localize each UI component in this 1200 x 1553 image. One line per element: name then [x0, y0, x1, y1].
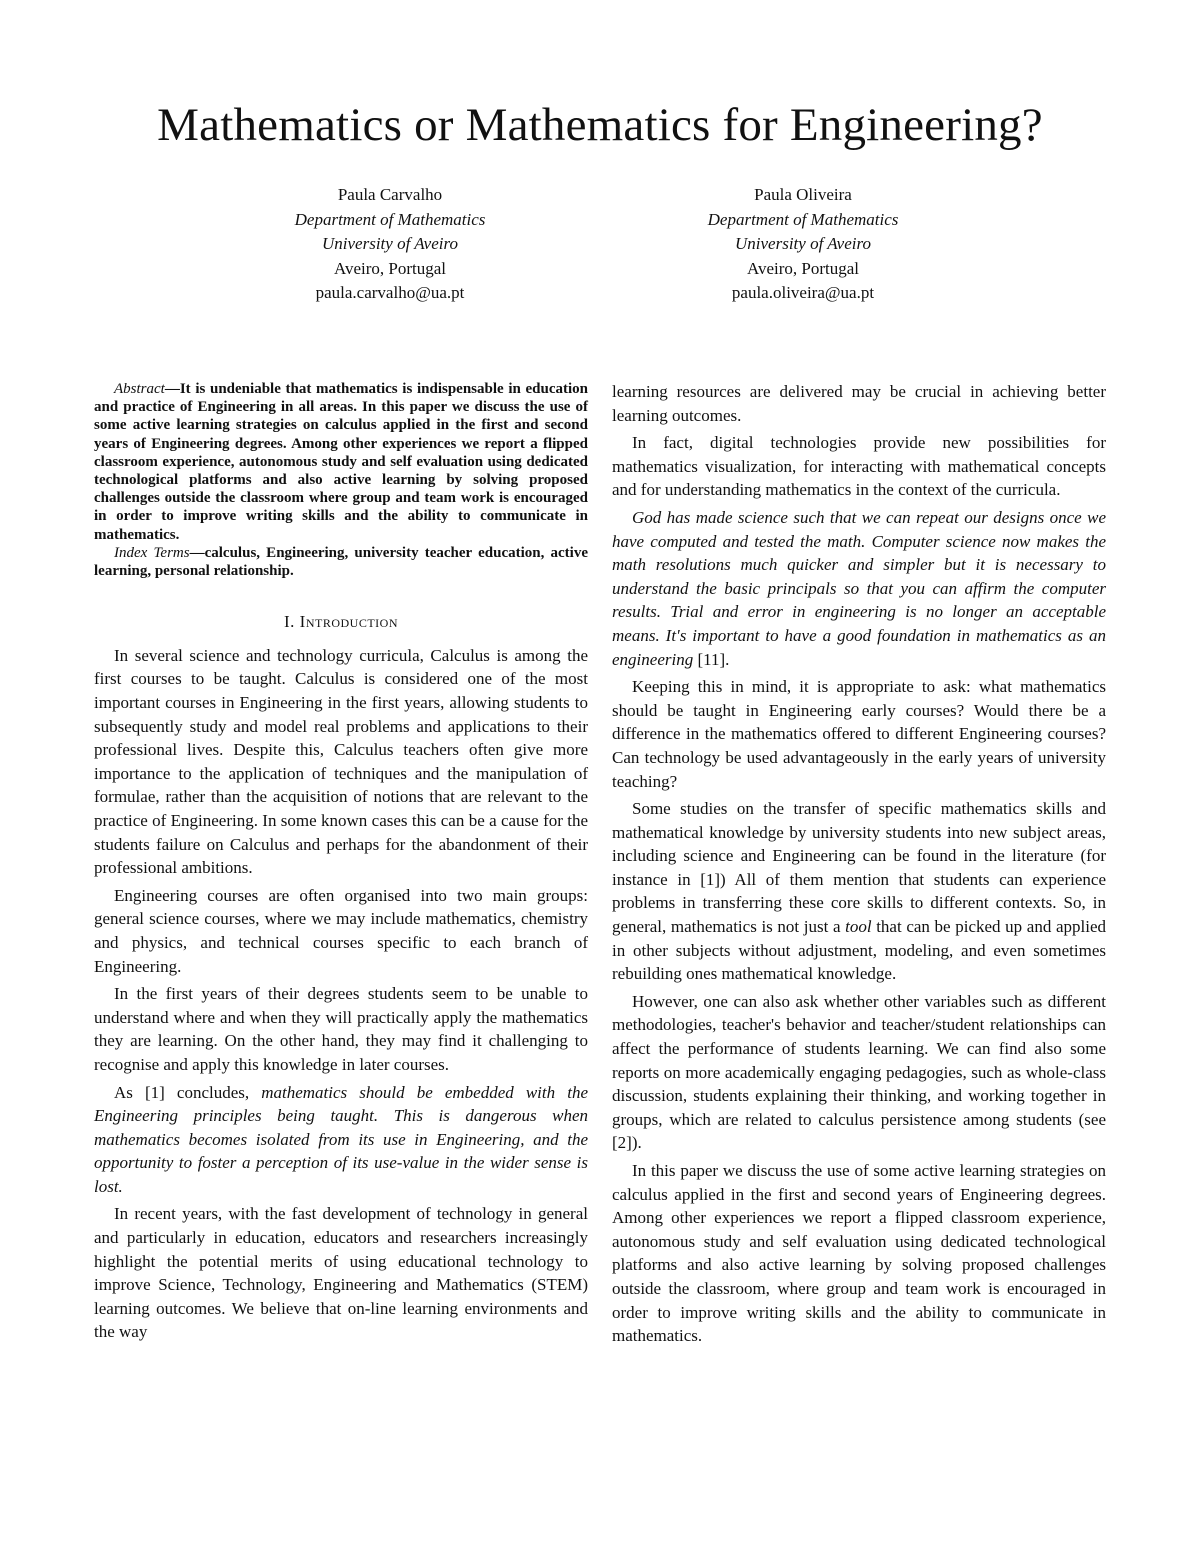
quote: God has made science such that we can repeat our designs once we have computed and tested the math. Computer science now makes the math resolutions much quicker and simpler but it is necessary to understand the basic principals so that you can affirm the computer results. Trial and error in engineering is no longer an acceptable means. It's important to have a good foundation in mathematics as an engineering	[612, 507, 1106, 669]
section-number: I.	[284, 612, 295, 632]
paragraph: In the first years of their degrees students seem to be unable to understand where and when they will practically apply the mathematics they are learning. On the other hand, they may find it challenging to recognise and apply this knowledge in later courses.	[94, 984, 588, 1074]
abstract-label: Abstract	[114, 381, 165, 397]
author-block-1	[180, 183, 600, 306]
paragraph: Keeping this in mind, it is appropriate to ask: what mathematics should be taught in Engineering early courses? Would there be a difference in the mathematics offered to different Engineering courses? Can technology be used advantageously in the early years of university teaching?	[612, 677, 1106, 791]
index-terms-dash: —	[189, 544, 205, 561]
index-terms	[94, 544, 588, 580]
paragraph: In this paper we discuss the use of some active learning strategies on calculus applied in the first and second years of Engineering degrees. Among other experiences we report a flipped classroom experience, autonomous study and self evaluation using dedicated technological platforms and also active learning by solving proposed challenges outside the classroom, where group and team work is encouraged in order to improve writing skills and the ability to communicate in mathematics.	[612, 1161, 1106, 1346]
paragraph: However, one can also ask whether other variables such as different methodologies, teacher's behavior and teacher/student relationships can affect the performance of students learning. We can find also some reports on more academically engaging pedagogies, such as whole-class discussion, students explaining their thinking, and working together in groups, which are related to calculus persistence among students (see [2]).	[612, 991, 1106, 1153]
author-email: paula.carvalho@ua.pt	[315, 283, 465, 302]
paragraph	[612, 797, 1106, 986]
paragraph: In several science and technology curricula, Calculus is among the first courses to be taught. Calculus is considered one of the most important courses in Engineering in the first years, allowing students to subsequently study and model real problems and applications to their professional lives. Despite this, Calculus teachers often give more importance to the application of techniques and the manipulation of formulae, rather than the acquisition of notions that are relevant to the practice of Engineering. In some known cases this can be a cause for the students failure on Calculus and perhaps for the abandonment of their professional ambitions.	[94, 645, 588, 878]
index-terms-label: Index Terms	[114, 544, 190, 561]
index-terms-text: calculus, Engineering, university teacher education, active learning, personal relationship.	[94, 544, 588, 580]
paragraph-text: Some studies on the transfer of specific mathematics skills and mathematical knowledge by university students into new subject areas, including science and Engineering can be found in the literature (for instance in [1]) All of them mention that students can experience problems in transferring these core skills to different contexts. So, in general, mathematics is not just a	[612, 799, 1106, 937]
paragraph: learning resources are delivered may be crucial in achieving better learning outcomes.	[612, 382, 1106, 425]
author-university: University of Aveiro	[322, 234, 458, 253]
paragraph	[612, 506, 1106, 671]
author-name: Paula Carvalho	[337, 185, 443, 204]
author-university: University of Aveiro	[735, 234, 871, 253]
quote: mathematics should be embedded with the Engineering principles being taught. This is dangerous when mathematics becomes isolated from its use in Engineering, and the opportunity to foster a perception of its use-value in the wider sense is lost.	[94, 1082, 588, 1196]
section-title: Introduction	[299, 612, 398, 632]
right-column	[612, 380, 1106, 1352]
paper-title: Mathematics or Mathematics for Engineering?	[157, 99, 1043, 151]
author-department: Department of Mathematics	[707, 209, 899, 229]
section-heading	[94, 610, 588, 634]
paragraph: Engineering courses are often organised into two main groups: general science courses, where we may include mathematics, chemistry and physics, and technical courses specific to each branch of Engineering.	[94, 885, 588, 976]
abstract-dash: —	[164, 381, 180, 397]
paragraph-lead: As [1] concludes,	[114, 1082, 262, 1102]
citation: [11].	[693, 649, 730, 669]
author-email: paula.oliveira@ua.pt	[731, 283, 875, 302]
paragraph: In recent years, with the fast development of technology in general and particularly in education, educators and researchers increasingly highlight the potential merits of using educational technology to improve Science, Technology, Engineering and Mathematics (STEM) learning outcomes. We believe that on-line learning environments and the way	[94, 1204, 588, 1342]
author-block-2	[593, 183, 1013, 306]
paragraph-text: that can be picked up and applied in other subjects without adjustment, modeling, and even sometimes rebuilding ones mathematical knowledge.	[612, 917, 1106, 984]
author-department: Department of Mathematics	[294, 209, 486, 229]
author-location: Aveiro, Portugal	[746, 258, 860, 278]
paragraph: In fact, digital technologies provide new possibilities for mathematics visualization, for interacting with mathematical concepts and for understanding mathematics in the context of the curricula.	[612, 433, 1106, 500]
abstract-text: It is undeniable that mathematics is indispensable in education and practice of Engineering in all areas. In this paper we discuss the use of some active learning strategies on calculus applied in the first and second years of Engineering degrees. Among other experiences we report a flipped classroom experience, autonomous study and self evaluation using dedicated technological platforms and also active learning by solving proposed challenges outside the classroom where group and team work is encouraged in order to improve writing skills and the ability to communicate in mathematics.	[94, 381, 588, 543]
author-name: Paula Oliveira	[754, 185, 852, 204]
author-location: Aveiro, Portugal	[333, 258, 447, 278]
left-column	[94, 380, 588, 1348]
paragraph	[94, 1081, 588, 1199]
abstract	[94, 380, 588, 544]
emphasis: tool	[845, 917, 872, 937]
